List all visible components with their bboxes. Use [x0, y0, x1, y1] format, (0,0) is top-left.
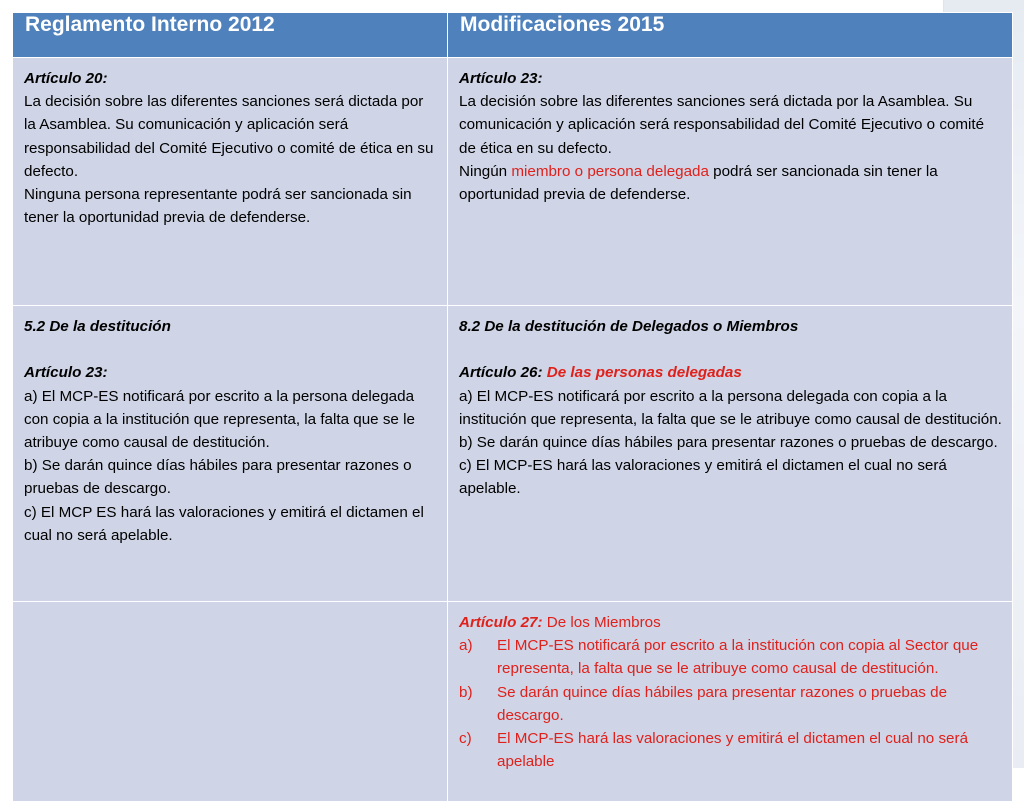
- table-row: [13, 602, 1013, 802]
- list-item-text: El MCP-ES notificará por escrito a la institución con copia al Sector que representa, la falta que se le atribuye como causal de destitución.: [497, 637, 979, 678]
- paragraph: c) El MCP-ES hará las valoraciones y emitirá el dictamen el cual no será apelable.: [459, 457, 947, 498]
- list: [459, 634, 1002, 773]
- spacer: [459, 338, 1002, 361]
- list-item-text: El MCP-ES hará las valoraciones y emitirá el dictamen el cual no será apelable: [497, 730, 969, 771]
- paragraph: La decisión sobre las diferentes sanciones será dictada por la Asamblea. Su comunicación y aplicación será responsabilidad del Comité Ejecutivo o comité de ética en su defecto.: [459, 93, 985, 157]
- text-segment: Ningún: [459, 162, 512, 180]
- list-marker: b): [459, 683, 473, 701]
- header-left: Reglamento Interno 2012: [13, 13, 448, 58]
- article-label: Artículo 26:: [459, 364, 547, 382]
- article-label: Artículo 27:: [459, 614, 543, 631]
- list-item: [459, 681, 1002, 727]
- header-right: Modificaciones 2015: [448, 13, 1013, 58]
- paragraph: La decisión sobre las diferentes sanciones será dictada por la Asamblea. Su comunicación y aplicación será responsabilidad del Comité Ejecutivo o comité de ética en su defecto.: [24, 93, 434, 180]
- comparison-table: [12, 12, 1013, 802]
- paragraph: [459, 160, 1002, 206]
- section-heading: 5.2 De la destitución: [24, 318, 171, 335]
- article-heading: Artículo 23:: [24, 364, 108, 382]
- article-heading: [459, 361, 1002, 384]
- list-marker: c): [459, 730, 472, 748]
- paragraph: b) Se darán quince días hábiles para presentar razones o pruebas de descargo.: [459, 434, 998, 451]
- table-row: [13, 58, 1013, 306]
- paragraph: a) El MCP-ES notificará por escrito a la persona delegada con copia a la institución que representa, la falta que se le atribuye como causal de destitución.: [459, 387, 1002, 428]
- highlighted-text: De las personas delegadas: [546, 364, 742, 382]
- paragraph: c) El MCP ES hará las valoraciones y emitirá el dictamen el cual no será apelable.: [24, 503, 424, 544]
- cell-2015-article-23: [448, 58, 1013, 306]
- paragraph: Ninguna persona representante podrá ser sancionada sin tener la oportunidad previa de defenderse.: [24, 186, 412, 227]
- cell-2012-article-20: [13, 58, 448, 306]
- text-segment: podrá ser sancionada sin tener la oportunidad previa de defenderse.: [459, 162, 938, 204]
- spacer: [24, 338, 437, 361]
- table-row: [13, 306, 1013, 602]
- highlighted-text: miembro o persona delegada: [511, 162, 709, 180]
- cell-2015-article-27: [448, 602, 1013, 802]
- paragraph: b) Se darán quince días hábiles para presentar razones o pruebas de descargo.: [24, 457, 412, 498]
- cell-2012-destitucion: [13, 306, 448, 602]
- header-row: [13, 13, 1013, 58]
- cell-2015-destitucion: [448, 306, 1013, 602]
- article-heading: [459, 611, 1002, 634]
- section-heading: 8.2 De la destitución de Delegados o Miembros: [459, 318, 799, 335]
- list-marker: a): [459, 637, 473, 655]
- article-heading: Artículo 20:: [24, 70, 108, 87]
- list-item-text: Se darán quince días hábiles para presentar razones o pruebas de descargo.: [497, 683, 948, 724]
- list-item: [459, 634, 1002, 680]
- article-title: De los Miembros: [542, 614, 661, 631]
- list-item: [459, 727, 1002, 773]
- article-heading: Artículo 23:: [459, 70, 543, 87]
- cell-2012-empty: [13, 602, 448, 802]
- paragraph: a) El MCP-ES notificará por escrito a la persona delegada con copia a la institución que representa, la falta que se le atribuye como causal de destitución.: [24, 387, 415, 451]
